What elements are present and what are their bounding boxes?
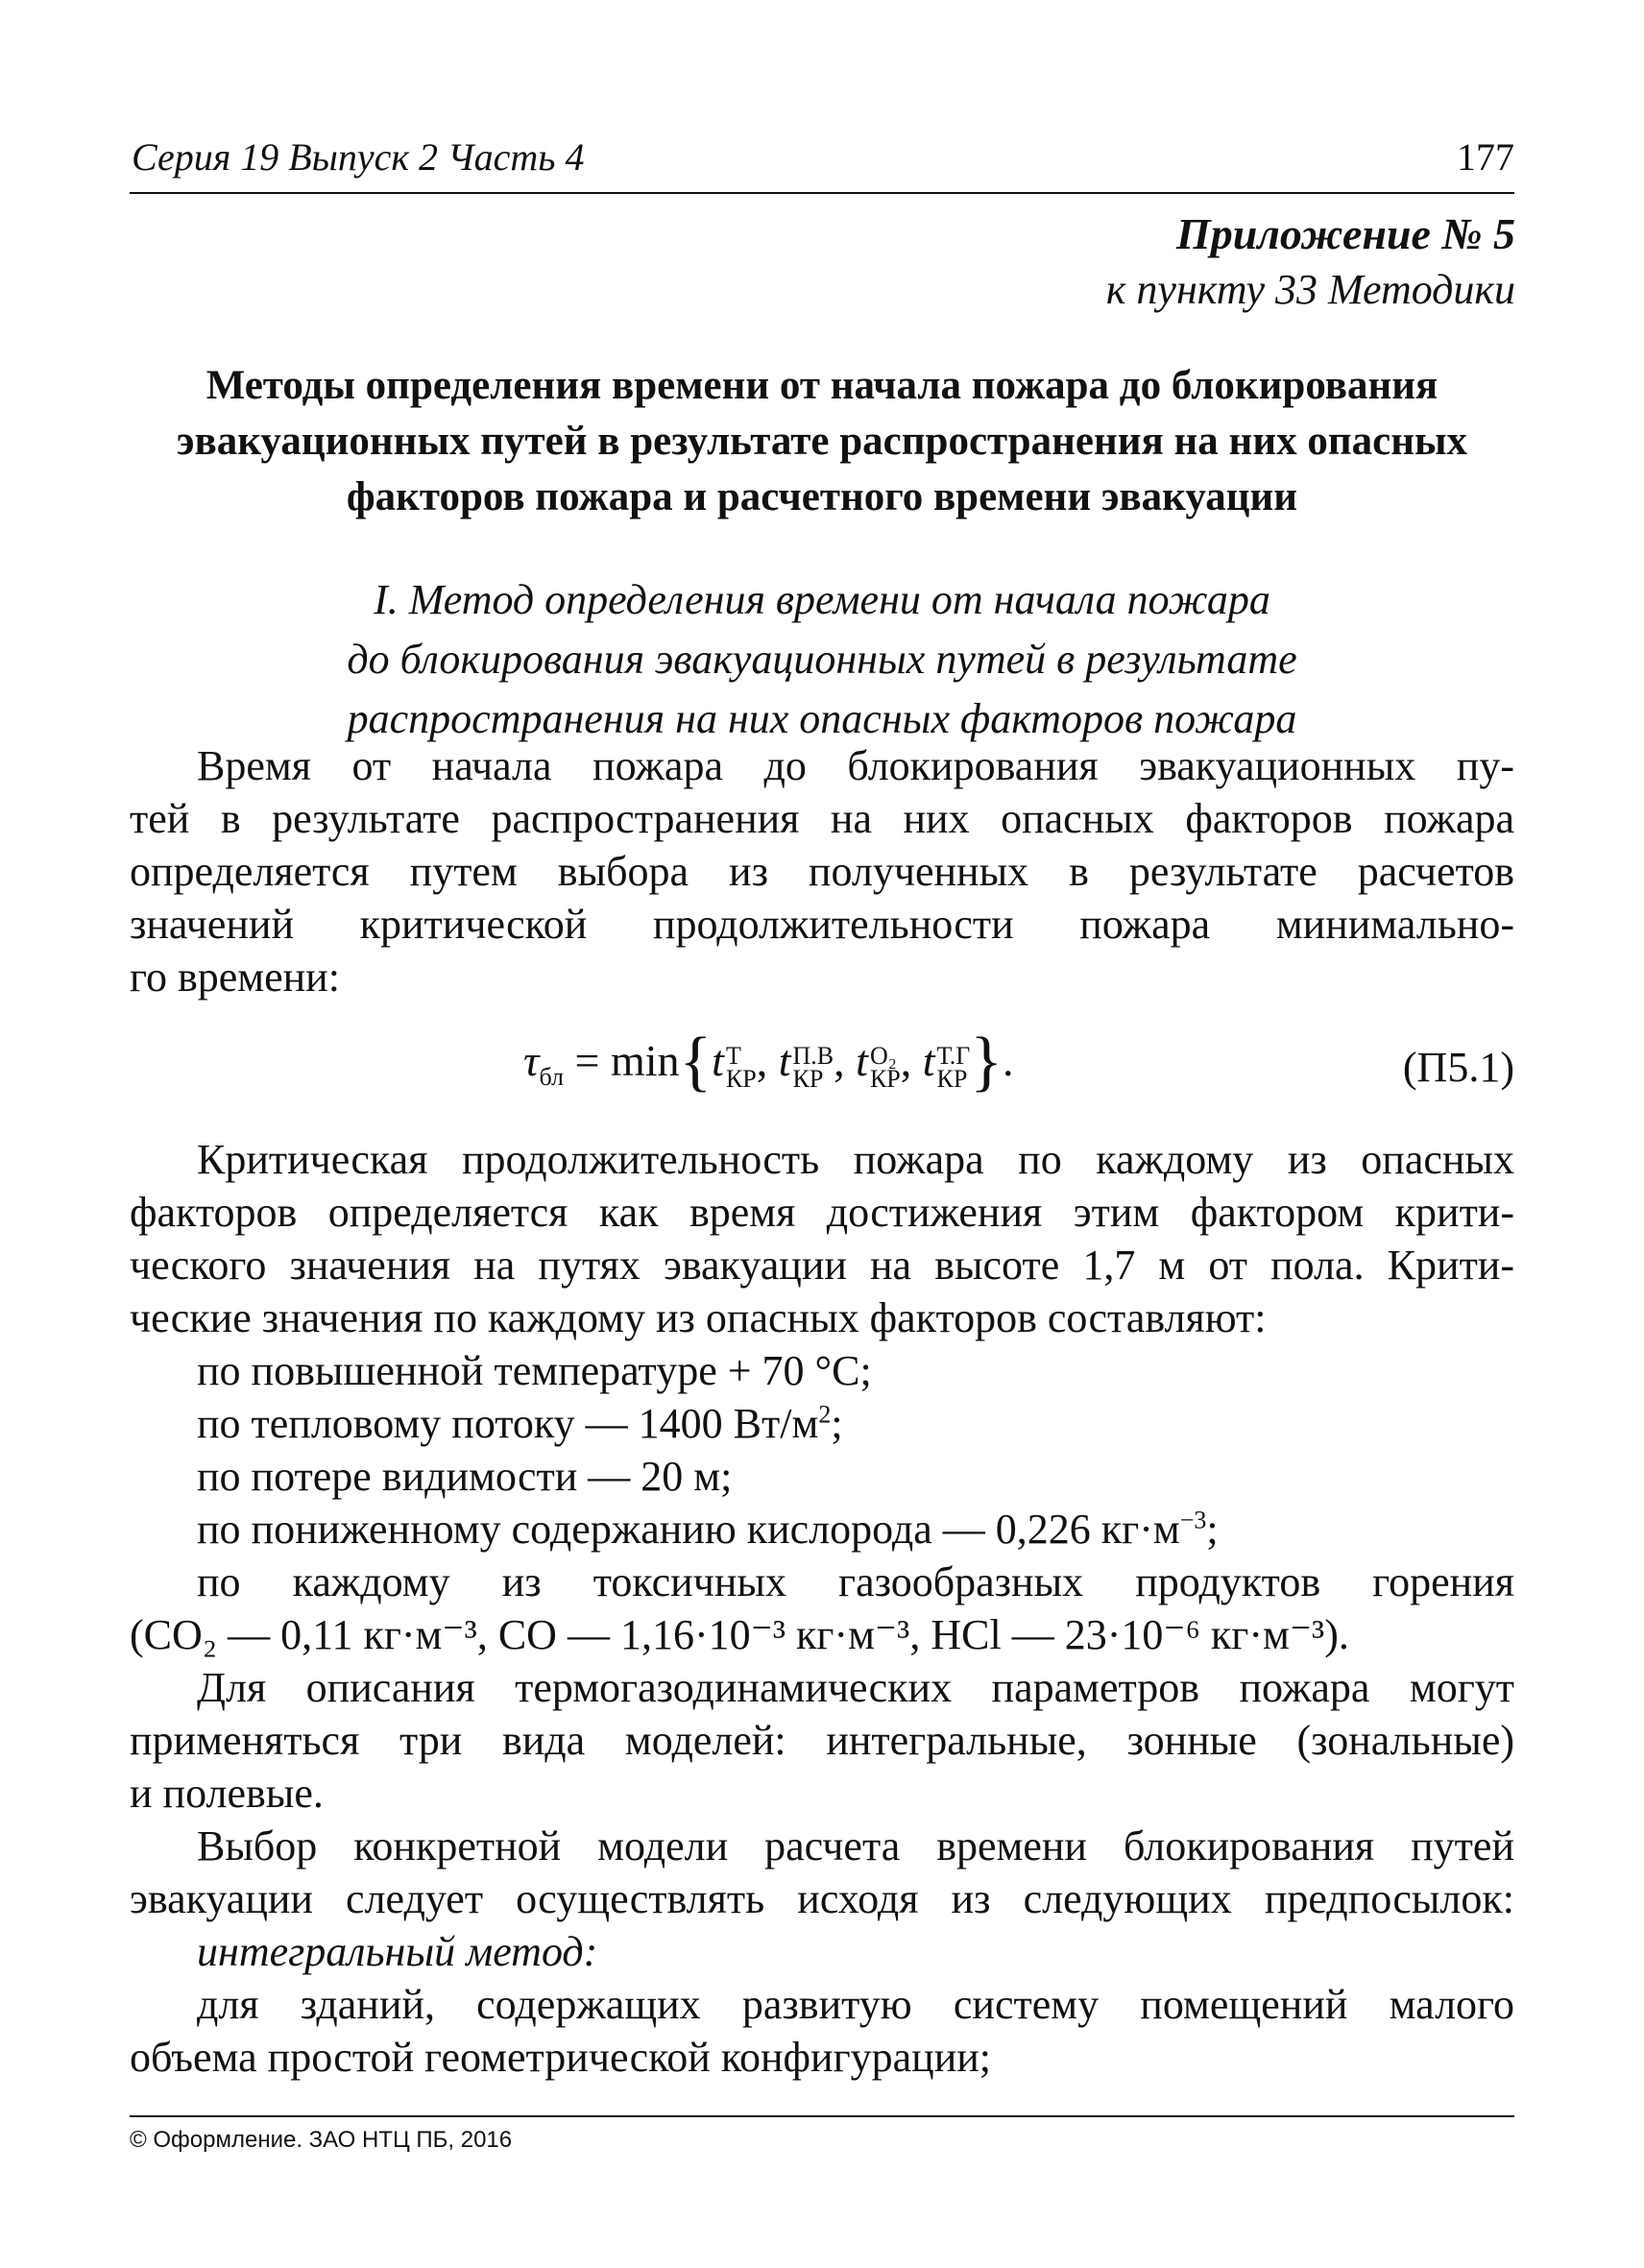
text-line: и полевые.: [130, 1770, 324, 1817]
section-title-line: до блокирования эвакуационных путей в результате: [347, 636, 1297, 683]
criterion-temperature: по повышенной температуре + 70 °С;: [197, 1347, 872, 1394]
formula-index: [936, 1042, 971, 1093]
formula-sup: Т.Г: [936, 1042, 971, 1070]
formula-sup: O₂: [869, 1042, 897, 1070]
criterion-toxic-values: (CO₂ — 0,11 кг·м⁻³, CO — 1,16·10⁻³ кг·м⁻³, HCl — 23·10⁻⁶ кг·м⁻³).: [130, 1611, 1349, 1658]
text-line: ческие значения по каждому из опасных факторов составляют:: [130, 1294, 1267, 1341]
formula-index: [792, 1042, 834, 1093]
page-number: 177: [1457, 135, 1514, 179]
equation-number: (П5.1): [1402, 1044, 1514, 1091]
section-title: [154, 570, 1490, 749]
formula-p5-1: [130, 1025, 1514, 1110]
criterion-heat-flux: по тепловому потоку — 1400 $Вт/м^2$;: [197, 1400, 843, 1447]
text-line: факторов определяется как время достижения этим фактором крити-: [130, 1189, 1514, 1236]
formula-var: t: [712, 1036, 724, 1085]
formula-sub: КР: [936, 1065, 968, 1093]
series-label: Серия 19 Выпуск 2 Часть 4: [132, 135, 585, 179]
criterion-toxic: по каждому из токсичных газообразных продуктов горения: [197, 1558, 1514, 1605]
formula-sup: Т: [725, 1042, 741, 1070]
formula-var: t: [778, 1036, 791, 1085]
formula-sup: П.В: [792, 1042, 834, 1070]
formula-operator: = min: [564, 1036, 680, 1085]
method-label: интегральный метод:: [197, 1928, 598, 1975]
section-title-line: распространения на них опасных факторов пожара: [347, 695, 1297, 742]
paragraph-1: [130, 739, 1514, 1003]
formula-sub: КР: [869, 1065, 901, 1093]
formula-index: [725, 1042, 757, 1093]
main-title: [115, 358, 1529, 525]
text-line: Выбор конкретной модели расчета времени блокирования путей: [197, 1822, 1514, 1870]
criterion-heat-flux-sup: 2: [818, 1400, 832, 1429]
text-line: для зданий, содержащих развитую систему помещений малого: [197, 1981, 1514, 2028]
formula-lhs-sub: бл: [539, 1063, 565, 1092]
text-line: тей в результате распространения на них опасных факторов пожара: [130, 795, 1514, 842]
criterion-heat-flux-text: по тепловому потоку — 1400 Вт/м: [197, 1400, 819, 1447]
footer-copyright: © Оформление. ЗАО НТЦ ПБ, 2016: [130, 2115, 1514, 2154]
appendix-reference: к пункту 33 Методики: [1105, 266, 1515, 313]
text-line: определяется путем выбора из полученных в результате расчетов: [130, 848, 1514, 895]
appendix-heading: [1106, 206, 1515, 318]
criterion-visibility: по потере видимости — 20 м;: [197, 1453, 733, 1500]
formula-expression: $\tau_{бл} = \min\{t$ Т КР , t П.В КР , t O₂ КР , t Т.Г КР }.: [523, 1025, 1014, 1098]
formula-var: t: [856, 1036, 868, 1085]
formula-sub: КР: [792, 1065, 824, 1093]
main-title-line: факторов пожара и расчетного времени эвакуации: [346, 474, 1298, 519]
text-line: го времени:: [130, 953, 340, 1001]
right-brace-icon: }: [970, 1025, 1003, 1098]
text-line: применяться три вида моделей: интегральные, зонные (зональные): [130, 1717, 1514, 1764]
text-line: ческого значения на путях эвакуации на высоте 1,7 м от пола. Крити-: [130, 1242, 1514, 1289]
running-header: [130, 134, 1514, 194]
section-title-line: I. Метод определения времени от начала пожара: [374, 576, 1270, 623]
formula-sub: КР: [725, 1065, 757, 1093]
text-line: Для описания термогазодинамических параметров пожара могут: [197, 1664, 1514, 1711]
criterion-oxygen-sup: −3: [1179, 1506, 1207, 1534]
main-title-line: Методы определения времени от начала пожара до блокирования: [206, 363, 1438, 408]
text-line: эвакуации следует осуществлять исходя из следующих предпосылок:: [130, 1875, 1514, 1922]
text-line: объема простой геометрической конфигурации;: [130, 2034, 992, 2081]
formula-lhs: τ: [523, 1036, 540, 1085]
formula-index: [869, 1042, 901, 1093]
text-line: Критическая продолжительность пожара по каждому из опасных: [197, 1136, 1514, 1183]
criterion-oxygen-text: по пониженному содержанию кислорода — 0,226 кг·м: [197, 1506, 1180, 1553]
left-brace-icon: {: [679, 1025, 713, 1098]
criterion-oxygen: по пониженному содержанию кислорода — 0,226 $кг\cdot м^{-3}$;: [197, 1506, 1219, 1553]
paragraph-2: [130, 1133, 1514, 2084]
appendix-title: Приложение № 5: [1175, 209, 1515, 258]
text-line: значений критической продолжительности пожара минимально-: [130, 901, 1514, 948]
formula-var: t: [922, 1036, 935, 1085]
text-line: Время от начала пожара до блокирования эвакуационных пу-: [197, 742, 1514, 789]
main-title-line: эвакуационных путей в результате распространения на них опасных: [176, 419, 1468, 464]
